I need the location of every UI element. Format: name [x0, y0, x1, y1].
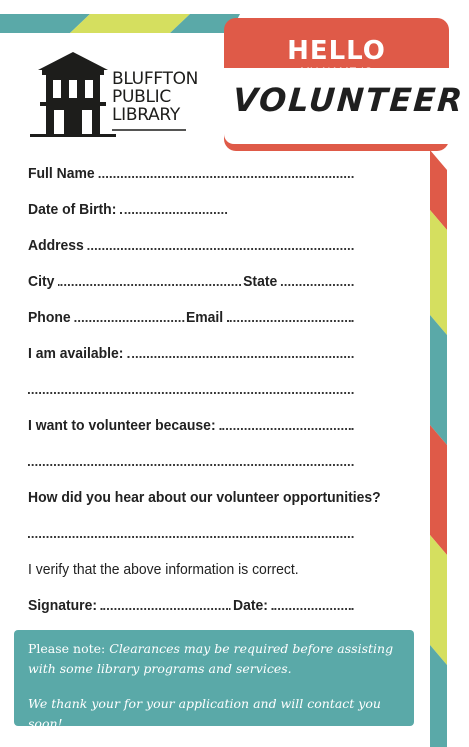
clearance-text: Clearances may be required before assisting with some library programs and services. — [28, 641, 394, 676]
address-field[interactable] — [88, 247, 354, 250]
phone-email-row — [28, 304, 355, 326]
state-field[interactable] — [281, 283, 354, 286]
signature-field[interactable] — [101, 607, 231, 610]
referral-question-label: How did you hear about our volunteer opportunities? — [28, 489, 381, 506]
thanks-text: We thank your for your application and will contact you soon! — [28, 696, 381, 731]
name-tag-value: VOLUNTEER — [231, 81, 466, 119]
library-name-line1: BLUFFTON — [112, 69, 199, 89]
availability-label: I am available: — [28, 345, 124, 362]
dob-label: Date of Birth: — [28, 201, 117, 218]
reason-field-2[interactable] — [28, 463, 354, 466]
note-box — [14, 630, 414, 731]
city-field[interactable] — [58, 283, 241, 286]
dob-row — [28, 196, 355, 218]
reason-row — [28, 412, 355, 434]
dob-field[interactable] — [120, 211, 227, 214]
city-label: City — [28, 273, 55, 290]
hello-heading: HELLO — [287, 36, 386, 66]
date-label: Date: — [233, 597, 268, 614]
state-label: State — [243, 273, 278, 290]
signature-row — [28, 592, 355, 614]
verify-row — [28, 556, 355, 578]
reason-row-2 — [28, 448, 355, 470]
date-field[interactable] — [272, 607, 354, 610]
full-name-field[interactable] — [98, 175, 353, 178]
reason-label: I want to volunteer because: — [28, 417, 216, 434]
reason-field[interactable] — [219, 427, 353, 430]
library-name-line3: LIBRARY — [112, 105, 180, 125]
clearance-note — [28, 639, 406, 679]
phone-label: Phone — [28, 309, 71, 326]
email-label: Email — [185, 309, 224, 326]
availability-row — [28, 340, 355, 362]
email-field[interactable] — [227, 319, 354, 322]
availability-field[interactable] — [127, 355, 353, 358]
library-name-line2: PUBLIC — [112, 87, 171, 107]
referral-field[interactable] — [28, 535, 354, 538]
full-name-row — [28, 160, 355, 182]
signature-label: Signature: — [28, 597, 97, 614]
verify-statement: I verify that the above information is correct. — [28, 561, 299, 578]
phone-field[interactable] — [74, 319, 184, 322]
address-label: Address — [28, 237, 84, 254]
city-state-row — [28, 268, 355, 290]
referral-question-row — [28, 484, 400, 506]
full-name-label: Full Name — [28, 165, 95, 182]
availability-field-2[interactable] — [28, 391, 354, 394]
availability-row-2 — [28, 376, 355, 398]
note-prefix: Please note: — [28, 641, 106, 656]
address-row — [28, 232, 355, 254]
referral-row — [28, 520, 355, 542]
library-name — [112, 70, 198, 124]
